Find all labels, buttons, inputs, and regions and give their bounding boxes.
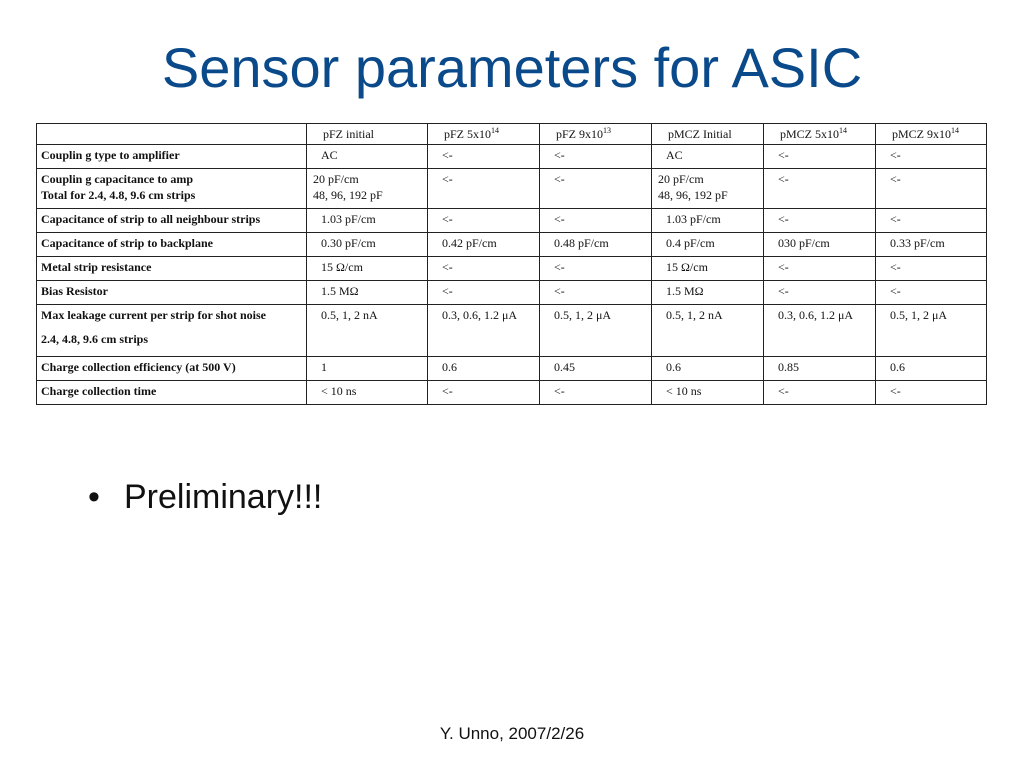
table-cell bbox=[540, 169, 652, 209]
table-cell bbox=[428, 281, 540, 305]
cell-text: <- bbox=[554, 384, 565, 399]
cell-text: 1.03 pF/cm bbox=[321, 212, 376, 227]
cell-text: <- bbox=[778, 148, 789, 163]
row-label-line: Max leakage current per strip for shot noise bbox=[41, 308, 266, 323]
cell-text: 0.85 bbox=[778, 360, 799, 375]
table-cell bbox=[652, 209, 764, 233]
table-cell bbox=[540, 281, 652, 305]
table-cell bbox=[540, 305, 652, 357]
table-cell bbox=[307, 357, 428, 381]
cell-text: 15 Ω/cm bbox=[321, 260, 363, 275]
cell-text: <- bbox=[554, 284, 565, 299]
table-cell bbox=[876, 281, 987, 305]
table-cell bbox=[652, 233, 764, 257]
table-header-row bbox=[37, 124, 987, 145]
cell-text: 1.03 pF/cm bbox=[666, 212, 721, 227]
cell-text: <- bbox=[442, 284, 453, 299]
table-cell bbox=[307, 209, 428, 233]
table-cell bbox=[428, 381, 540, 405]
column-header bbox=[764, 124, 876, 145]
row-label-line: Couplin g capacitance to amp bbox=[41, 172, 194, 187]
cell-text: < 10 ns bbox=[666, 384, 702, 399]
row-label-line: Charge collection efficiency (at 500 V) bbox=[41, 360, 236, 375]
cell-text: <- bbox=[890, 260, 901, 275]
cell-text: <- bbox=[890, 284, 901, 299]
table-cell bbox=[764, 145, 876, 169]
table-cell bbox=[876, 209, 987, 233]
table-row bbox=[37, 357, 987, 381]
table-cell bbox=[876, 381, 987, 405]
cell-text: <- bbox=[554, 212, 565, 227]
table-cell bbox=[307, 281, 428, 305]
bullet-dot: • bbox=[88, 478, 100, 516]
slide-footer: Y. Unno, 2007/2/26 bbox=[439, 724, 585, 743]
table-cell bbox=[764, 281, 876, 305]
column-header-exponent: 13 bbox=[603, 126, 612, 135]
column-header-label: pMCZ 5x10 bbox=[780, 127, 840, 141]
table-corner-cell bbox=[37, 124, 307, 145]
column-header-label: pFZ 5x10 bbox=[444, 127, 492, 141]
cell-text: 0.4 pF/cm bbox=[666, 236, 715, 251]
row-label-line: 2.4, 4.8, 9.6 cm strips bbox=[41, 332, 148, 347]
cell-text: 0.5, 1, 2 μA bbox=[554, 308, 612, 323]
row-label-line: Charge collection time bbox=[41, 384, 157, 399]
table-cell bbox=[307, 305, 428, 357]
row-label bbox=[37, 209, 307, 233]
table-row bbox=[37, 145, 987, 169]
table-cell bbox=[540, 209, 652, 233]
table-row bbox=[37, 281, 987, 305]
row-label-line: Capacitance of strip to backplane bbox=[41, 236, 213, 251]
cell-text: 0.6 bbox=[890, 360, 905, 375]
column-header-label: pFZ initial bbox=[323, 127, 374, 141]
cell-text: <- bbox=[554, 148, 565, 163]
table-cell bbox=[876, 233, 987, 257]
row-label bbox=[37, 281, 307, 305]
table-cell bbox=[652, 305, 764, 357]
table-cell bbox=[652, 169, 764, 209]
table-cell bbox=[652, 145, 764, 169]
table-cell bbox=[764, 305, 876, 357]
table-cell bbox=[428, 169, 540, 209]
cell-text: <- bbox=[890, 172, 901, 187]
table-cell bbox=[428, 209, 540, 233]
cell-text: 0.48 pF/cm bbox=[554, 236, 609, 251]
row-label bbox=[37, 381, 307, 405]
table-cell bbox=[540, 145, 652, 169]
cell-text: 0.5, 1, 2 nA bbox=[666, 308, 723, 323]
table-cell bbox=[876, 357, 987, 381]
cell-text: 1.5 MΩ bbox=[321, 284, 359, 299]
table-cell bbox=[307, 257, 428, 281]
table-cell bbox=[428, 257, 540, 281]
cell-text: 0.6 bbox=[442, 360, 457, 375]
cell-text: 030 pF/cm bbox=[778, 236, 830, 251]
column-header-exponent: 14 bbox=[951, 126, 960, 135]
cell-text: 48, 96, 192 pF bbox=[658, 188, 728, 203]
cell-text: <- bbox=[554, 260, 565, 275]
table-cell bbox=[307, 169, 428, 209]
cell-text: <- bbox=[442, 212, 453, 227]
cell-text: 48, 96, 192 pF bbox=[313, 188, 383, 203]
table-cell bbox=[540, 233, 652, 257]
table-cell bbox=[876, 169, 987, 209]
column-header-exponent: 14 bbox=[839, 126, 848, 135]
cell-text: <- bbox=[554, 172, 565, 187]
cell-text: <- bbox=[890, 148, 901, 163]
table-cell bbox=[764, 357, 876, 381]
table-cell bbox=[652, 357, 764, 381]
slide-title: Sensor parameters for ASIC bbox=[161, 36, 863, 99]
table-cell bbox=[652, 381, 764, 405]
row-label bbox=[37, 145, 307, 169]
table-cell bbox=[307, 233, 428, 257]
table-cell bbox=[764, 233, 876, 257]
cell-text: <- bbox=[778, 172, 789, 187]
table-cell bbox=[428, 145, 540, 169]
cell-text: 0.5, 1, 2 nA bbox=[321, 308, 378, 323]
row-label-line: Total for 2.4, 4.8, 9.6 cm strips bbox=[41, 188, 196, 203]
table-cell bbox=[428, 305, 540, 357]
cell-text: <- bbox=[890, 384, 901, 399]
row-label bbox=[37, 305, 307, 357]
cell-text: <- bbox=[778, 284, 789, 299]
cell-text: 0.42 pF/cm bbox=[442, 236, 497, 251]
table-row bbox=[37, 381, 987, 405]
row-label bbox=[37, 233, 307, 257]
cell-text: 20 pF/cm bbox=[313, 172, 359, 187]
row-label bbox=[37, 169, 307, 209]
column-header bbox=[307, 124, 428, 145]
table-row bbox=[37, 209, 987, 233]
table-cell bbox=[876, 305, 987, 357]
table-cell bbox=[307, 381, 428, 405]
table-cell bbox=[428, 233, 540, 257]
row-label-line: Capacitance of strip to all neighbour strips bbox=[41, 212, 261, 227]
cell-text: 0.33 pF/cm bbox=[890, 236, 945, 251]
column-header-label: pMCZ Initial bbox=[668, 127, 732, 141]
table-cell bbox=[764, 169, 876, 209]
table-row bbox=[37, 257, 987, 281]
sensor-parameters-table bbox=[36, 123, 987, 405]
column-header-label: pMCZ 9x10 bbox=[892, 127, 952, 141]
row-label bbox=[37, 257, 307, 281]
table-row bbox=[37, 305, 987, 357]
table-cell bbox=[764, 381, 876, 405]
table-cell bbox=[307, 145, 428, 169]
cell-text: 0.3, 0.6, 1.2 μA bbox=[442, 308, 518, 323]
cell-text: < 10 ns bbox=[321, 384, 357, 399]
table-row bbox=[37, 233, 987, 257]
table-cell bbox=[876, 257, 987, 281]
cell-text: <- bbox=[442, 148, 453, 163]
column-header bbox=[876, 124, 987, 145]
cell-text: 1 bbox=[321, 360, 327, 375]
cell-text: <- bbox=[442, 384, 453, 399]
cell-text: 0.30 pF/cm bbox=[321, 236, 376, 251]
cell-text: 0.6 bbox=[666, 360, 681, 375]
row-label-line: Bias Resistor bbox=[41, 284, 108, 299]
cell-text: AC bbox=[321, 148, 338, 163]
table-cell bbox=[540, 381, 652, 405]
table-cell bbox=[428, 357, 540, 381]
bullet-item bbox=[88, 478, 322, 517]
row-label-line: Couplin g type to amplifier bbox=[41, 148, 180, 163]
column-header-exponent: 14 bbox=[491, 126, 500, 135]
cell-text: <- bbox=[442, 172, 453, 187]
cell-text: <- bbox=[442, 260, 453, 275]
cell-text: 1.5 MΩ bbox=[666, 284, 704, 299]
bullet-text: Preliminary!!! bbox=[124, 478, 323, 516]
cell-text: <- bbox=[778, 260, 789, 275]
row-label bbox=[37, 357, 307, 381]
table-cell bbox=[540, 257, 652, 281]
column-header-label: pFZ 9x10 bbox=[556, 127, 604, 141]
table-cell bbox=[540, 357, 652, 381]
cell-text: 0.45 bbox=[554, 360, 575, 375]
cell-text: 15 Ω/cm bbox=[666, 260, 708, 275]
cell-text: <- bbox=[890, 212, 901, 227]
table-cell bbox=[652, 257, 764, 281]
table-cell bbox=[652, 281, 764, 305]
row-label-line: Metal strip resistance bbox=[41, 260, 152, 275]
column-header bbox=[540, 124, 652, 145]
cell-text: AC bbox=[666, 148, 683, 163]
cell-text: <- bbox=[778, 212, 789, 227]
table-cell bbox=[764, 209, 876, 233]
column-header bbox=[652, 124, 764, 145]
cell-text: <- bbox=[778, 384, 789, 399]
cell-text: 20 pF/cm bbox=[658, 172, 704, 187]
table-cell bbox=[764, 257, 876, 281]
table-body bbox=[37, 145, 987, 405]
cell-text: 0.5, 1, 2 μA bbox=[890, 308, 948, 323]
column-header bbox=[428, 124, 540, 145]
cell-text: 0.3, 0.6, 1.2 μA bbox=[778, 308, 854, 323]
table-cell bbox=[876, 145, 987, 169]
table-row bbox=[37, 169, 987, 209]
